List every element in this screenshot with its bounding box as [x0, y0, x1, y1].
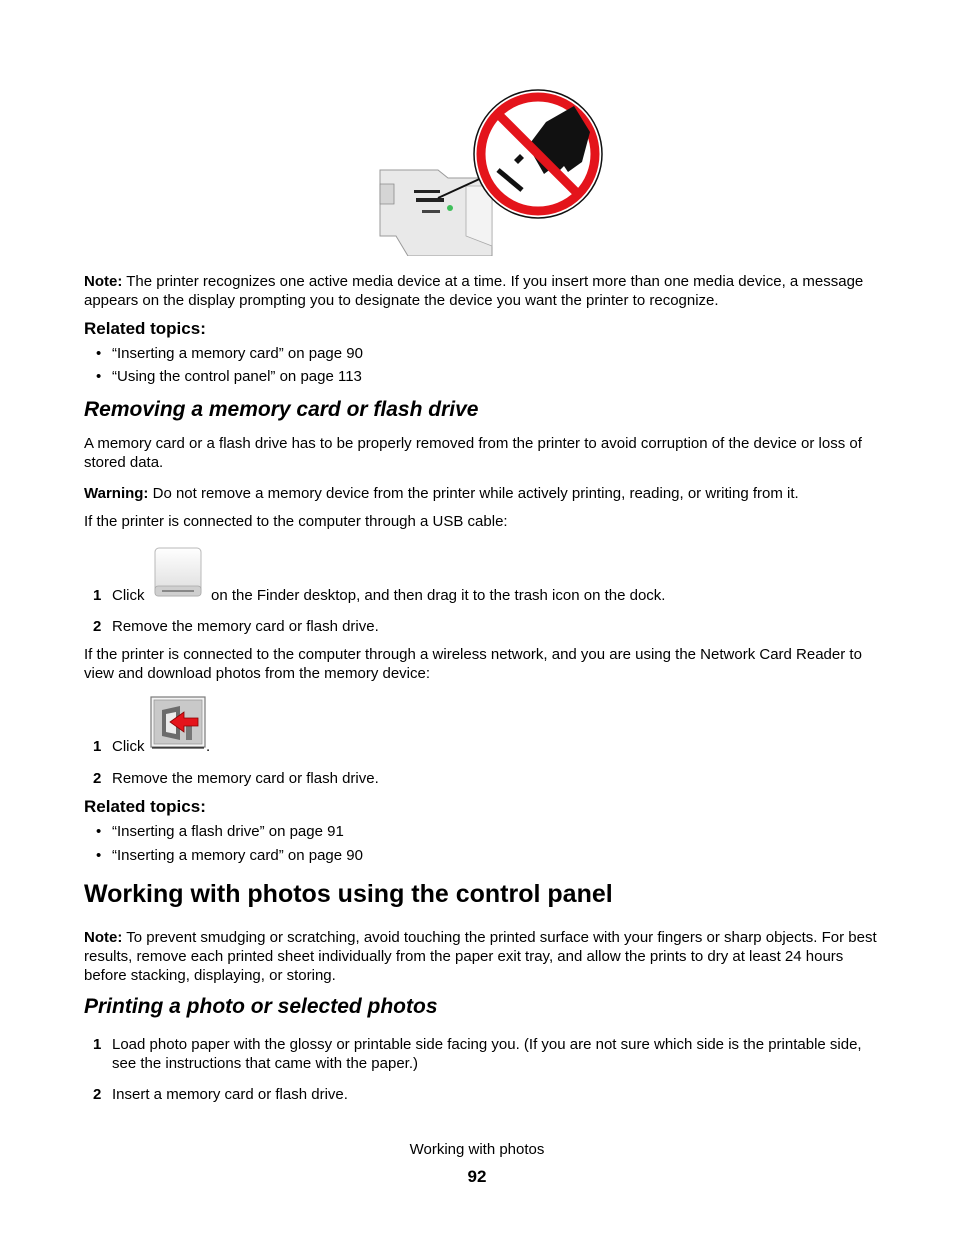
related-topic-link[interactable]: [96, 846, 363, 865]
step-text: Insert a memory card or flash drive.: [112, 1086, 348, 1103]
related-topic-link[interactable]: [96, 344, 363, 363]
step-text: Remove the memory card or flash drive.: [112, 770, 379, 787]
usb-intro: If the printer is connected to the computer through a USB cable:: [84, 513, 508, 530]
related-topic-text[interactable]: “Inserting a memory card” on page 90: [112, 345, 363, 362]
step-number: 1: [93, 738, 102, 755]
related-topic-link[interactable]: [96, 822, 344, 841]
step-number: 2: [93, 618, 102, 635]
eject-network-card-reader-icon[interactable]: [150, 696, 206, 750]
warning-label: Warning:: [84, 485, 149, 502]
related-topics-heading: Related topics:: [84, 797, 206, 816]
removable-drive-icon[interactable]: [152, 546, 204, 600]
step-text: Remove the memory card or flash drive.: [112, 618, 379, 635]
bullet-icon: •: [96, 847, 102, 864]
step-click-label: Click: [112, 587, 145, 604]
step-click-label: Click: [112, 738, 145, 755]
note-label: Note:: [84, 929, 123, 946]
main-section-heading: Working with photos using the control panel: [84, 880, 613, 908]
bullet-icon: •: [96, 345, 102, 362]
step-number: 1: [93, 587, 102, 604]
note-text: The printer recognizes one active media device at a time. If you insert more than one media device, a message appears on the display prompting you to designate the device you want the printer to recognize.: [84, 273, 864, 309]
no-inserting-memory-card-illustration: [378, 86, 606, 256]
note-paragraph: [84, 928, 884, 985]
step-text: .: [206, 738, 211, 755]
related-topic-text[interactable]: “Using the control panel” on page 113: [112, 368, 362, 385]
footer-section-title: Working with photos: [409, 1141, 545, 1158]
related-topic-text[interactable]: “Inserting a flash drive” on page 91: [112, 823, 344, 840]
section-heading-removing: Removing a memory card or flash drive: [84, 398, 479, 421]
bullet-icon: •: [96, 823, 102, 840]
warning-paragraph: [84, 484, 884, 503]
note-label: Note:: [84, 273, 123, 290]
warning-text: Do not remove a memory device from the printer while actively printing, reading, or writing from it.: [148, 485, 799, 502]
related-topics-heading: Related topics:: [84, 319, 206, 338]
step-text: on the Finder desktop, and then drag it to the trash icon on the dock.: [211, 587, 666, 604]
bullet-icon: •: [96, 368, 102, 385]
no-inserting-memory-card-icon: [378, 86, 606, 256]
page-number: 92: [467, 1167, 487, 1186]
note-paragraph: [84, 272, 884, 310]
note-text: To prevent smudging or scratching, avoid touching the printed surface with your fingers or sharp objects. For best results, remove each printed sheet individually from the paper exit tray, and allow the prints to dry at least 24 hours before stacking, displaying, or storing.: [84, 929, 877, 984]
step-number: 2: [93, 1086, 102, 1103]
section-heading-printing: Printing a photo or selected photos: [84, 995, 438, 1018]
step-text: Load photo paper with the glossy or printable side facing you. (If you are not sure which side is the printable side, see the instructions that came with the paper.): [112, 1036, 862, 1072]
related-topic-text[interactable]: “Inserting a memory card” on page 90: [112, 847, 363, 864]
step-number: 1: [93, 1036, 102, 1053]
step-number: 2: [93, 770, 102, 787]
wireless-intro: If the printer is connected to the computer through a wireless network, and you are using the Network Card Reader to view and download photos from the memory device:: [84, 646, 862, 682]
removing-intro: A memory card or a flash drive has to be properly removed from the printer to avoid corruption of the device or loss of stored data.: [84, 435, 862, 471]
related-topic-link[interactable]: [96, 367, 362, 386]
